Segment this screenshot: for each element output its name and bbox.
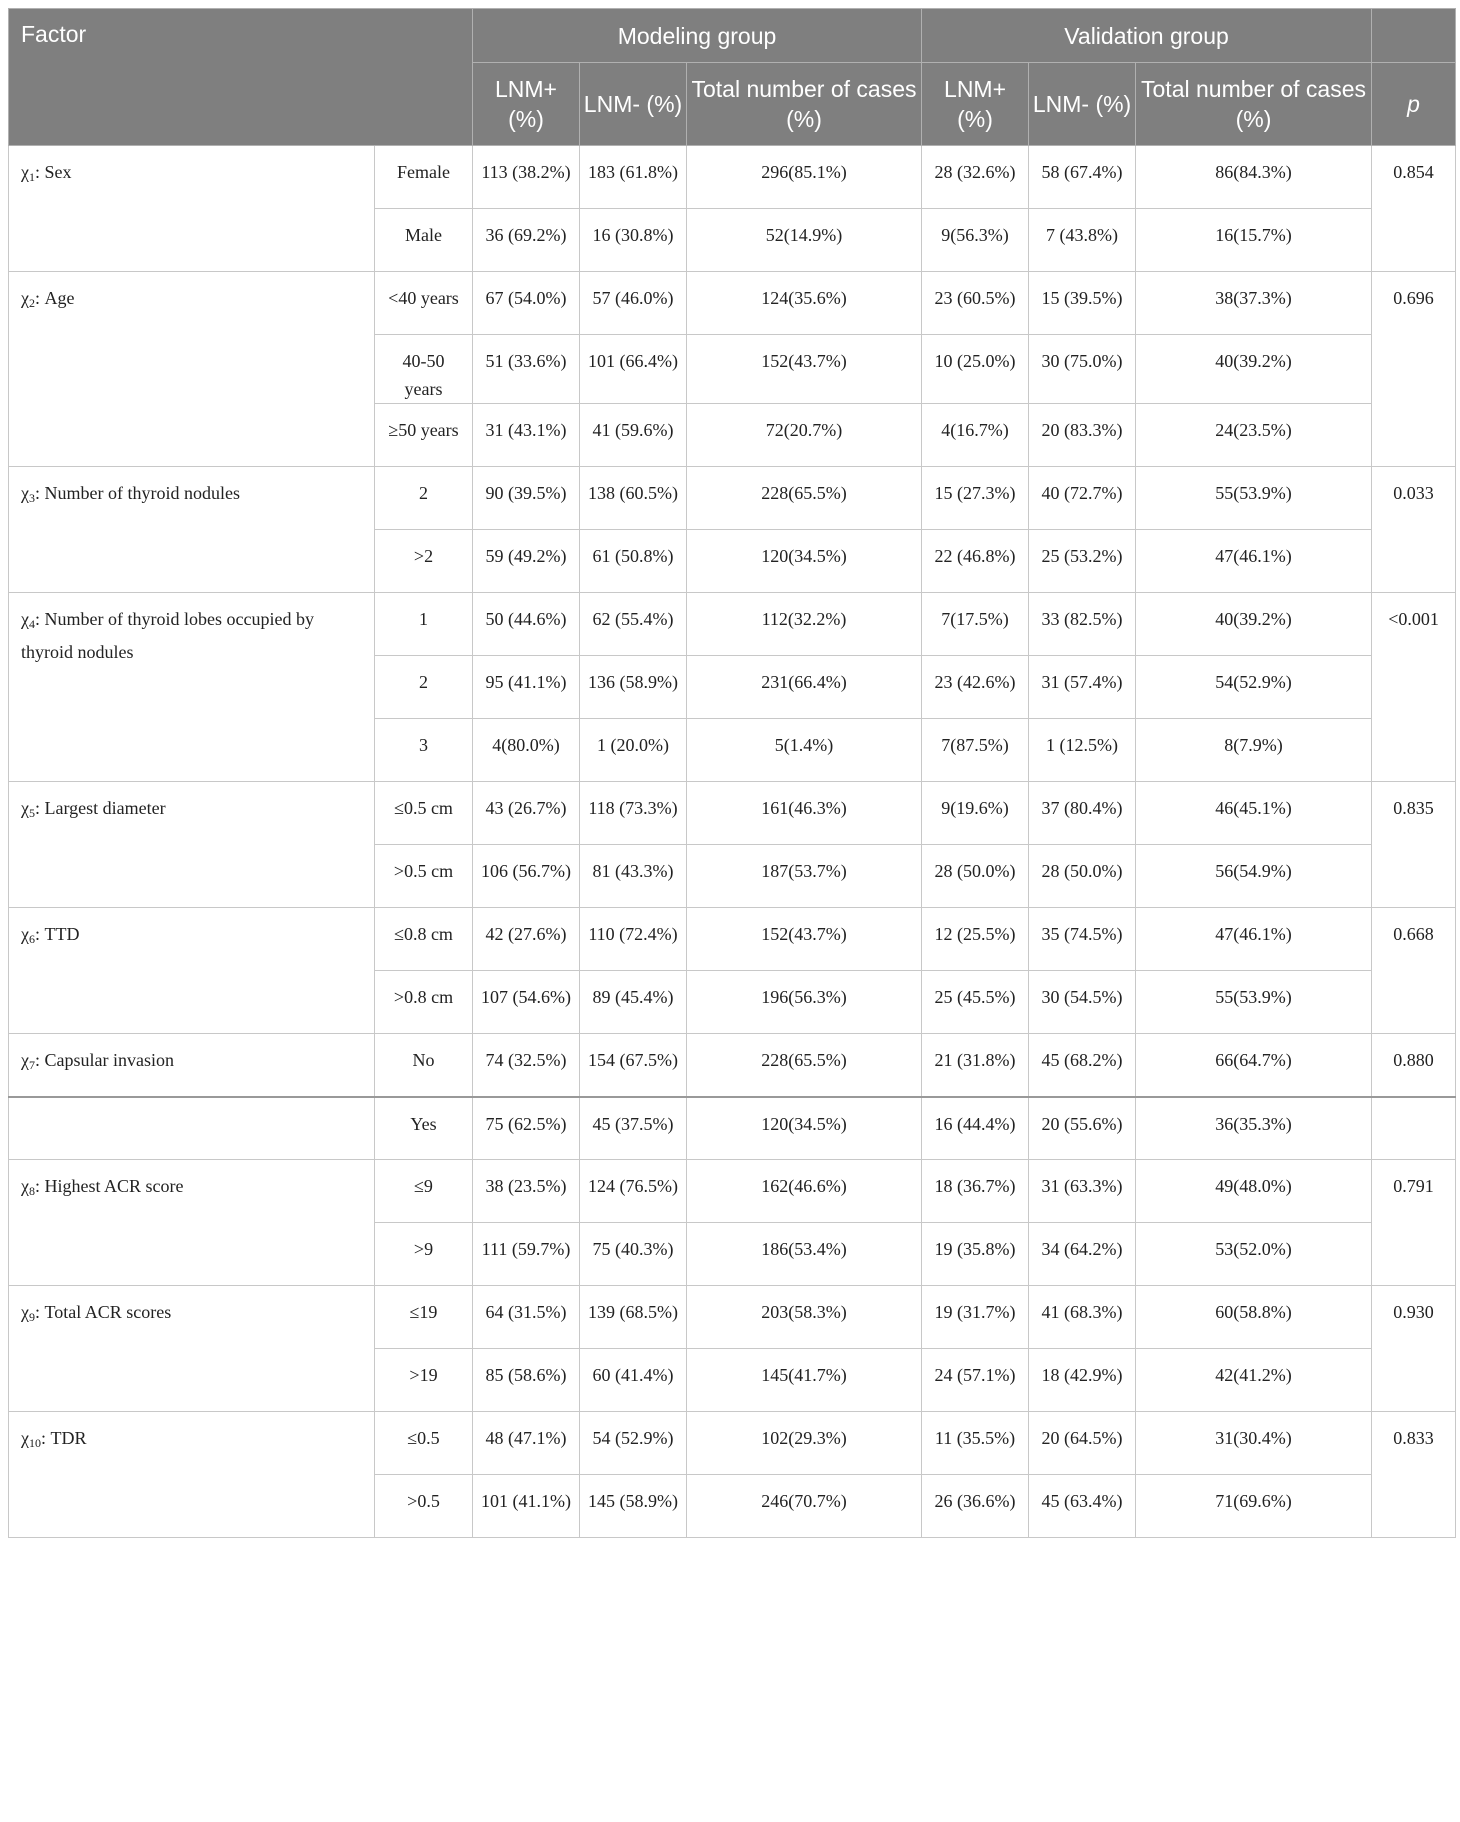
value-cell: 8(7.9%) (1136, 719, 1372, 782)
level-cell: >0.5 (375, 1475, 473, 1538)
factor-cell (9, 1097, 375, 1160)
value-cell: 111 (59.7%) (473, 1223, 580, 1286)
value-cell: 11 (35.5%) (922, 1412, 1029, 1475)
factor-symbol: χ (21, 1176, 29, 1196)
value-cell: 101 (41.1%) (473, 1475, 580, 1538)
value-cell: 52(14.9%) (687, 209, 922, 272)
table-row (9, 782, 1456, 845)
level-cell: >9 (375, 1223, 473, 1286)
p-value-cell (1372, 1097, 1456, 1160)
validation-group-header: Validation group (922, 9, 1372, 63)
factor-subscript: 6 (29, 932, 35, 946)
level-cell: No (375, 1034, 473, 1097)
value-cell: 45 (37.5%) (580, 1097, 687, 1160)
factor-name: : Number of thyroid lobes occupied by thyroid nodules (21, 609, 314, 662)
value-cell: 139 (68.5%) (580, 1286, 687, 1349)
level-cell: Female (375, 146, 473, 209)
value-cell: 81 (43.3%) (580, 845, 687, 908)
value-cell: 9(56.3%) (922, 209, 1029, 272)
value-cell: 72(20.7%) (687, 404, 922, 467)
value-cell: 71(69.6%) (1136, 1475, 1372, 1538)
level-cell: 40-50 years (375, 335, 473, 404)
p-value-cell: 0.854 (1372, 146, 1456, 272)
value-cell: 28 (32.6%) (922, 146, 1029, 209)
factor-name: : Highest ACR score (35, 1176, 184, 1196)
value-cell: 120(34.5%) (687, 1097, 922, 1160)
value-cell: 30 (54.5%) (1029, 971, 1136, 1034)
value-cell: 31 (57.4%) (1029, 656, 1136, 719)
p-value-cell: 0.835 (1372, 782, 1456, 908)
value-cell: 53(52.0%) (1136, 1223, 1372, 1286)
value-cell: 67 (54.0%) (473, 272, 580, 335)
factor-name: : Sex (35, 162, 72, 182)
factor-name: : TDR (41, 1428, 87, 1448)
factor-cell (9, 1412, 375, 1538)
factor-name: : Capsular invasion (35, 1050, 174, 1070)
value-cell: 203(58.3%) (687, 1286, 922, 1349)
p-value-cell: 0.668 (1372, 908, 1456, 1034)
factor-subscript: 5 (29, 806, 35, 820)
value-cell: 228(65.5%) (687, 467, 922, 530)
modeling-lnm-pos-header: LNM+ (%) (473, 63, 580, 146)
value-cell: 7(87.5%) (922, 719, 1029, 782)
value-cell: 20 (55.6%) (1029, 1097, 1136, 1160)
value-cell: 60 (41.4%) (580, 1349, 687, 1412)
table-row (9, 1097, 1456, 1160)
factor-symbol: χ (21, 162, 29, 182)
value-cell: 162(46.6%) (687, 1160, 922, 1223)
value-cell: 231(66.4%) (687, 656, 922, 719)
value-cell: 47(46.1%) (1136, 530, 1372, 593)
table-row (9, 272, 1456, 335)
value-cell: 18 (36.7%) (922, 1160, 1029, 1223)
modeling-group-header: Modeling group (473, 9, 922, 63)
value-cell: 183 (61.8%) (580, 146, 687, 209)
level-cell: Male (375, 209, 473, 272)
value-cell: 51 (33.6%) (473, 335, 580, 404)
value-cell: 20 (83.3%) (1029, 404, 1136, 467)
value-cell: 19 (35.8%) (922, 1223, 1029, 1286)
factor-symbol: χ (21, 1428, 29, 1448)
level-cell: ≥50 years (375, 404, 473, 467)
level-cell: ≤9 (375, 1160, 473, 1223)
value-cell: 110 (72.4%) (580, 908, 687, 971)
table-row (9, 1286, 1456, 1349)
p-value-cell: 0.033 (1372, 467, 1456, 593)
factor-cell (9, 467, 375, 593)
value-cell: 296(85.1%) (687, 146, 922, 209)
factor-header: Factor (9, 9, 473, 146)
value-cell: 21 (31.8%) (922, 1034, 1029, 1097)
value-cell: 101 (66.4%) (580, 335, 687, 404)
p-value-header: p (1372, 63, 1456, 146)
value-cell: 161(46.3%) (687, 782, 922, 845)
value-cell: 54(52.9%) (1136, 656, 1372, 719)
value-cell: 22 (46.8%) (922, 530, 1029, 593)
value-cell: 145(41.7%) (687, 1349, 922, 1412)
value-cell: 54 (52.9%) (580, 1412, 687, 1475)
factor-symbol: χ (21, 609, 29, 629)
table-row (9, 1160, 1456, 1223)
p-value-cell: 0.791 (1372, 1160, 1456, 1286)
value-cell: 57 (46.0%) (580, 272, 687, 335)
value-cell: 228(65.5%) (687, 1034, 922, 1097)
level-cell: >2 (375, 530, 473, 593)
value-cell: 15 (27.3%) (922, 467, 1029, 530)
value-cell: 118 (73.3%) (580, 782, 687, 845)
table-row (9, 1034, 1456, 1097)
value-cell: 85 (58.6%) (473, 1349, 580, 1412)
p-value-cell: 0.833 (1372, 1412, 1456, 1538)
value-cell: 24 (57.1%) (922, 1349, 1029, 1412)
value-cell: 55(53.9%) (1136, 971, 1372, 1034)
value-cell: 246(70.7%) (687, 1475, 922, 1538)
table-row (9, 908, 1456, 971)
p-header-blank (1372, 9, 1456, 63)
value-cell: 31 (43.1%) (473, 404, 580, 467)
data-table (8, 8, 1456, 1538)
validation-lnm-neg-header: LNM- (%) (1029, 63, 1136, 146)
value-cell: 46(45.1%) (1136, 782, 1372, 845)
factor-cell (9, 782, 375, 908)
factor-symbol: χ (21, 798, 29, 818)
value-cell: 186(53.4%) (687, 1223, 922, 1286)
value-cell: 50 (44.6%) (473, 593, 580, 656)
value-cell: 196(56.3%) (687, 971, 922, 1034)
p-value-cell: 0.880 (1372, 1034, 1456, 1097)
value-cell: 24(23.5%) (1136, 404, 1372, 467)
value-cell: 31(30.4%) (1136, 1412, 1372, 1475)
value-cell: 38(37.3%) (1136, 272, 1372, 335)
value-cell: 106 (56.7%) (473, 845, 580, 908)
factor-name: : Age (35, 288, 75, 308)
value-cell: 25 (53.2%) (1029, 530, 1136, 593)
value-cell: 75 (40.3%) (580, 1223, 687, 1286)
value-cell: 5(1.4%) (687, 719, 922, 782)
value-cell: 74 (32.5%) (473, 1034, 580, 1097)
value-cell: 33 (82.5%) (1029, 593, 1136, 656)
value-cell: 16 (30.8%) (580, 209, 687, 272)
factor-subscript: 8 (29, 1184, 35, 1198)
level-cell: Yes (375, 1097, 473, 1160)
table-row (9, 1412, 1456, 1475)
value-cell: 40(39.2%) (1136, 335, 1372, 404)
value-cell: 59 (49.2%) (473, 530, 580, 593)
value-cell: 25 (45.5%) (922, 971, 1029, 1034)
value-cell: 7 (43.8%) (1029, 209, 1136, 272)
value-cell: 124 (76.5%) (580, 1160, 687, 1223)
value-cell: 66(64.7%) (1136, 1034, 1372, 1097)
value-cell: 138 (60.5%) (580, 467, 687, 530)
level-cell: >0.5 cm (375, 845, 473, 908)
value-cell: 19 (31.7%) (922, 1286, 1029, 1349)
value-cell: 7(17.5%) (922, 593, 1029, 656)
value-cell: 45 (68.2%) (1029, 1034, 1136, 1097)
level-cell: 2 (375, 467, 473, 530)
value-cell: 23 (42.6%) (922, 656, 1029, 719)
value-cell: 56(54.9%) (1136, 845, 1372, 908)
value-cell: 28 (50.0%) (922, 845, 1029, 908)
value-cell: 30 (75.0%) (1029, 335, 1136, 404)
value-cell: 89 (45.4%) (580, 971, 687, 1034)
value-cell: 23 (60.5%) (922, 272, 1029, 335)
value-cell: 152(43.7%) (687, 908, 922, 971)
value-cell: 4(80.0%) (473, 719, 580, 782)
value-cell: 136 (58.9%) (580, 656, 687, 719)
value-cell: 34 (64.2%) (1029, 1223, 1136, 1286)
value-cell: 37 (80.4%) (1029, 782, 1136, 845)
factor-cell (9, 1286, 375, 1412)
value-cell: 1 (20.0%) (580, 719, 687, 782)
table-wrapper (8, 8, 1455, 1538)
value-cell: 64 (31.5%) (473, 1286, 580, 1349)
value-cell: 36(35.3%) (1136, 1097, 1372, 1160)
factor-subscript: 2 (29, 296, 35, 310)
value-cell: 112(32.2%) (687, 593, 922, 656)
factor-subscript: 3 (29, 491, 35, 505)
value-cell: 152(43.7%) (687, 335, 922, 404)
value-cell: 107 (54.6%) (473, 971, 580, 1034)
level-cell: >19 (375, 1349, 473, 1412)
factor-cell (9, 146, 375, 272)
validation-lnm-pos-header: LNM+ (%) (922, 63, 1029, 146)
factor-cell (9, 593, 375, 782)
table-row (9, 593, 1456, 656)
level-cell: ≤0.5 cm (375, 782, 473, 845)
factor-symbol: χ (21, 483, 29, 503)
value-cell: 95 (41.1%) (473, 656, 580, 719)
value-cell: 102(29.3%) (687, 1412, 922, 1475)
factor-name: : Total ACR scores (35, 1302, 172, 1322)
factor-cell (9, 272, 375, 467)
value-cell: 38 (23.5%) (473, 1160, 580, 1223)
value-cell: 41 (68.3%) (1029, 1286, 1136, 1349)
value-cell: 58 (67.4%) (1029, 146, 1136, 209)
factor-symbol: χ (21, 288, 29, 308)
value-cell: 62 (55.4%) (580, 593, 687, 656)
level-cell: 3 (375, 719, 473, 782)
factor-subscript: 7 (29, 1058, 35, 1072)
value-cell: 28 (50.0%) (1029, 845, 1136, 908)
value-cell: 124(35.6%) (687, 272, 922, 335)
value-cell: 75 (62.5%) (473, 1097, 580, 1160)
value-cell: 45 (63.4%) (1029, 1475, 1136, 1538)
value-cell: 120(34.5%) (687, 530, 922, 593)
value-cell: 16 (44.4%) (922, 1097, 1029, 1160)
p-value-cell: <0.001 (1372, 593, 1456, 782)
p-value-cell: 0.696 (1372, 272, 1456, 467)
p-value-cell: 0.930 (1372, 1286, 1456, 1412)
value-cell: 16(15.7%) (1136, 209, 1372, 272)
table-body (9, 146, 1456, 1538)
factor-cell (9, 1160, 375, 1286)
factor-symbol: χ (21, 924, 29, 944)
factor-cell (9, 1034, 375, 1097)
value-cell: 20 (64.5%) (1029, 1412, 1136, 1475)
value-cell: 113 (38.2%) (473, 146, 580, 209)
factor-subscript: 10 (29, 1436, 41, 1450)
value-cell: 40(39.2%) (1136, 593, 1372, 656)
value-cell: 42(41.2%) (1136, 1349, 1372, 1412)
modeling-lnm-neg-header: LNM- (%) (580, 63, 687, 146)
factor-name: : Largest diameter (35, 798, 166, 818)
factor-subscript: 9 (29, 1310, 35, 1324)
validation-total-header: Total number of cases (%) (1136, 63, 1372, 146)
value-cell: 40 (72.7%) (1029, 467, 1136, 530)
value-cell: 154 (67.5%) (580, 1034, 687, 1097)
value-cell: 49(48.0%) (1136, 1160, 1372, 1223)
value-cell: 15 (39.5%) (1029, 272, 1136, 335)
factor-name: : TTD (35, 924, 80, 944)
value-cell: 42 (27.6%) (473, 908, 580, 971)
value-cell: 31 (63.3%) (1029, 1160, 1136, 1223)
level-cell: ≤0.5 (375, 1412, 473, 1475)
factor-symbol: χ (21, 1050, 29, 1070)
value-cell: 86(84.3%) (1136, 146, 1372, 209)
value-cell: 187(53.7%) (687, 845, 922, 908)
value-cell: 61 (50.8%) (580, 530, 687, 593)
value-cell: 26 (36.6%) (922, 1475, 1029, 1538)
level-cell: 2 (375, 656, 473, 719)
value-cell: 10 (25.0%) (922, 335, 1029, 404)
value-cell: 4(16.7%) (922, 404, 1029, 467)
table-row (9, 146, 1456, 209)
value-cell: 1 (12.5%) (1029, 719, 1136, 782)
factor-subscript: 4 (29, 617, 35, 631)
value-cell: 60(58.8%) (1136, 1286, 1372, 1349)
value-cell: 43 (26.7%) (473, 782, 580, 845)
factor-symbol: χ (21, 1302, 29, 1322)
factor-name: : Number of thyroid nodules (35, 483, 240, 503)
level-cell: <40 years (375, 272, 473, 335)
level-cell: 1 (375, 593, 473, 656)
factor-subscript: 1 (29, 170, 35, 184)
value-cell: 47(46.1%) (1136, 908, 1372, 971)
value-cell: 9(19.6%) (922, 782, 1029, 845)
value-cell: 35 (74.5%) (1029, 908, 1136, 971)
table-row (9, 467, 1456, 530)
value-cell: 145 (58.9%) (580, 1475, 687, 1538)
value-cell: 12 (25.5%) (922, 908, 1029, 971)
level-cell: ≤0.8 cm (375, 908, 473, 971)
modeling-total-header: Total number of cases (%) (687, 63, 922, 146)
level-cell: ≤19 (375, 1286, 473, 1349)
level-cell: >0.8 cm (375, 971, 473, 1034)
value-cell: 36 (69.2%) (473, 209, 580, 272)
value-cell: 48 (47.1%) (473, 1412, 580, 1475)
value-cell: 55(53.9%) (1136, 467, 1372, 530)
value-cell: 41 (59.6%) (580, 404, 687, 467)
factor-cell (9, 908, 375, 1034)
value-cell: 18 (42.9%) (1029, 1349, 1136, 1412)
value-cell: 90 (39.5%) (473, 467, 580, 530)
